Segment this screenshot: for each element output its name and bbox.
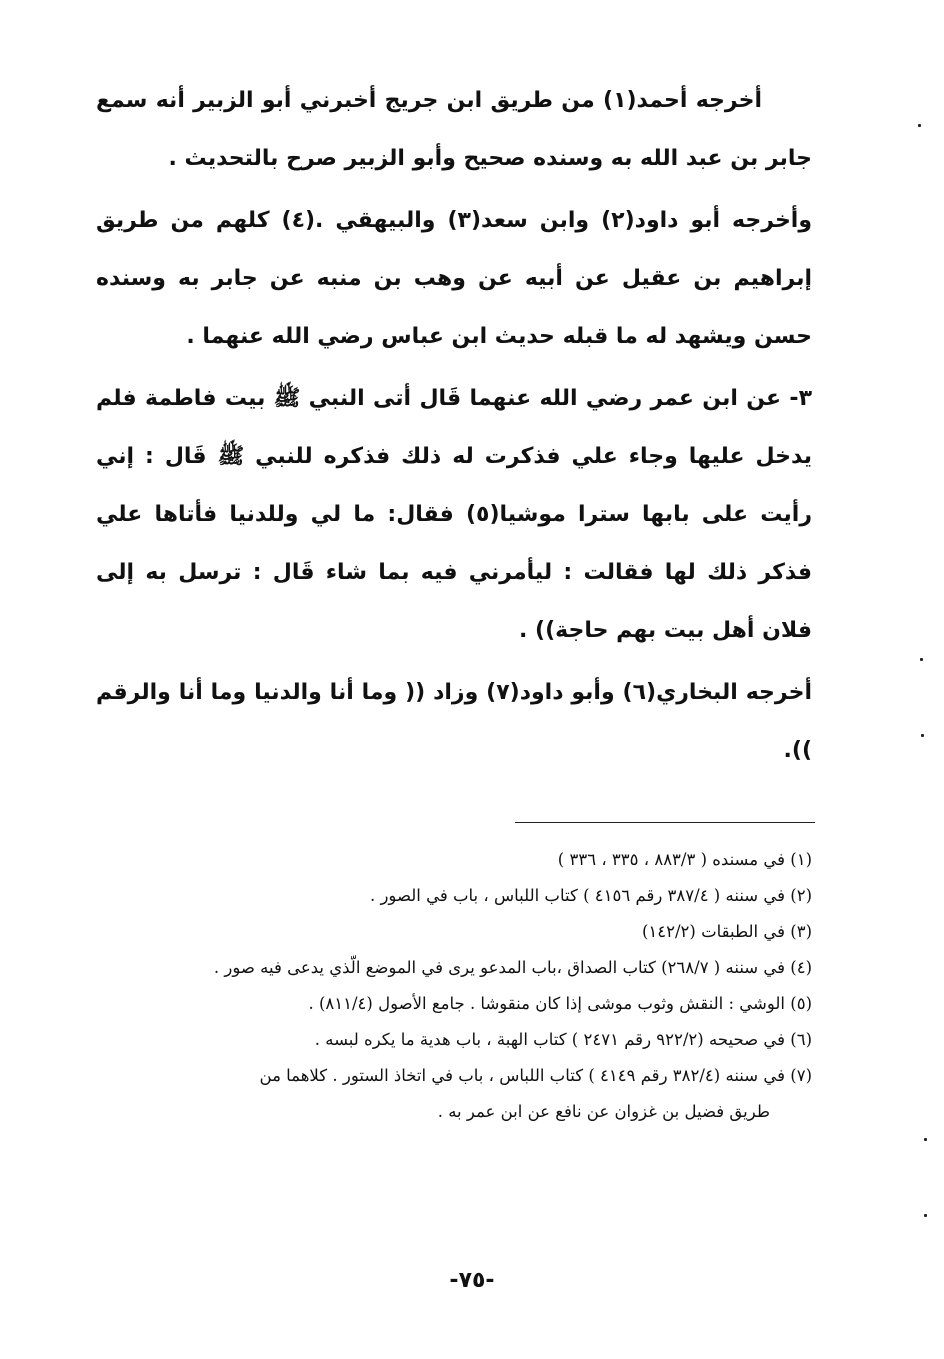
hadith-3-text: ٣- عن ابن عمر رضي الله عنهما قَال أتى النبي ﷺ بيت فاطمة فلم يدخل عليها وجاء علي فذكرت له ذلك فذكره للنبي ﷺ قَال : إني رأيت على بابها سترا موشيا(٥) فقال: ما لي وللدنيا فأتاها علي فذكر ذلك لها فقالت : ليأمرني فيه بما شاء قَال : ترسل به إلى فلان أهل بيت بهم حاجة)) .	[96, 386, 812, 643]
footnote-2: (٢) في سننه ( ٣٨٧/٤ رقم ٤١٥٦ ) كتاب اللباس ، باب في الصور .	[369, 886, 812, 905]
scan-mark	[924, 1214, 927, 1217]
footnote-3: (٣) في الطبقات (١٤٢/٢)	[641, 922, 812, 941]
footnote-1: (١) في مسنده ( ٨٨٣/٣ ، ٣٣٥ ، ٣٣٦ )	[557, 850, 812, 869]
footnotes	[100, 842, 812, 1130]
footnote-separator	[515, 822, 815, 823]
footnote-6: (٦) في صحيحه (٩٢٢/٢ رقم ٢٤٧١ ) كتاب الهبة ، باب هدية ما يكره لبسه .	[314, 1030, 812, 1049]
footnote-7-continuation: طريق فضيل بن غزوان عن نافع عن ابن عمر به .	[437, 1102, 770, 1121]
scan-mark	[924, 1138, 927, 1141]
scan-mark	[920, 658, 923, 661]
paragraph-abu-dawud: وأخرجه أبو داود(٢) وابن سعد(٣) والبيهقي .(٤) كلهم من طريق إبراهيم بن عقيل عن أبيه عن وهب بن منبه عن جابر به وسنده حسن ويشهد له ما قبله حديث ابن عباس رضي الله عنهما .	[96, 208, 813, 349]
scan-mark	[921, 734, 924, 737]
footnote-5: (٥) الوشي : النقش وثوب موشى إذا كان منقوشا . جامع الأصول (٨١١/٤) .	[308, 994, 812, 1013]
scan-mark	[918, 124, 921, 127]
main-text	[96, 72, 812, 780]
footnote-7: (٧) في سننه (٣٨٢/٤ رقم ٤١٤٩ ) كتاب اللباس ، باب في اتخاذ الستور . كلاهما من	[259, 1066, 812, 1085]
footnote-4: (٤) في سننه ( ٢٦٨/٧) كتاب الصداق ،باب المدعو يرى في الموضع الّذي يدعى فيه صور .	[213, 958, 812, 977]
paragraph-bukhari: أخرجه البخاري(٦) وأبو داود(٧) وزاد (( وما أنا والدنيا وما أنا والرقم )).	[96, 680, 812, 763]
page-number: -٧٥-	[449, 1268, 495, 1293]
paragraph-ahmad: أخرجه أحمد(١) من طريق ابن جريج أخبرني أبو الزبير أنه سمع جابر بن عبد الله به وسنده صحيح وأبو الزبير صرح بالتحديث .	[96, 88, 812, 171]
